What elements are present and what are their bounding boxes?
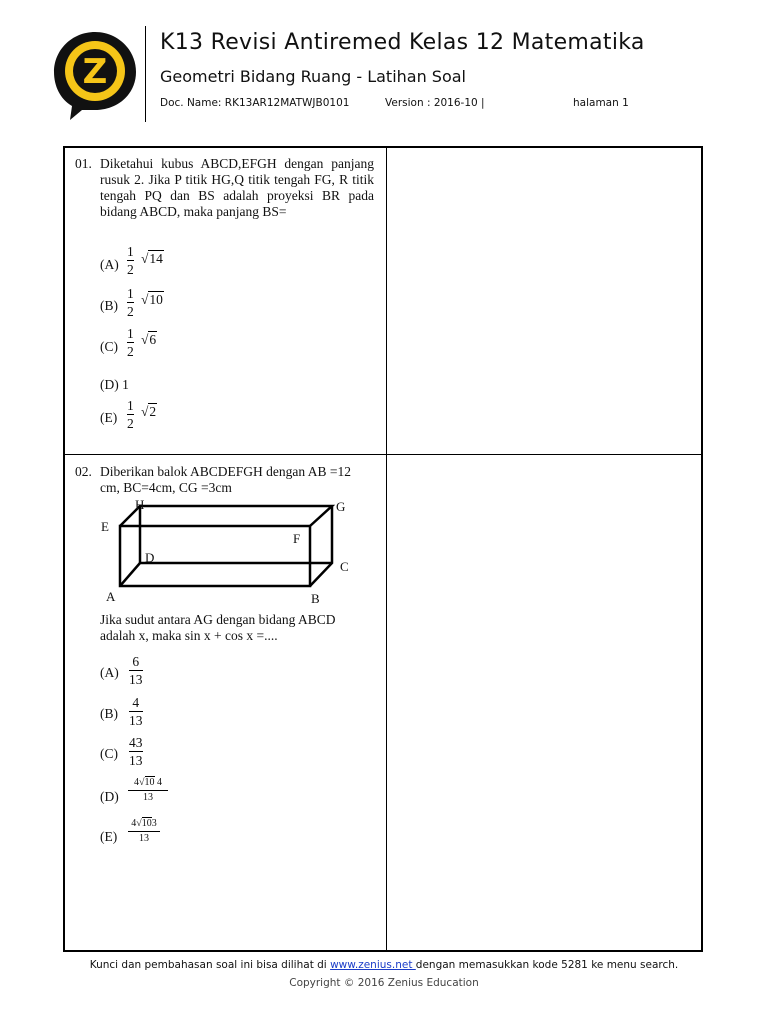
zenius-logo — [52, 30, 138, 122]
square-root: √14 — [141, 251, 163, 266]
question-1 — [75, 156, 374, 220]
question-2 — [75, 464, 374, 496]
fraction: 43 13 — [129, 735, 143, 768]
fraction: 6 13 — [129, 654, 143, 687]
fraction: 1 2 — [127, 286, 134, 319]
vertex-label-a: A — [106, 589, 116, 604]
question-text: Diberikan balok ABCDEFGH dengan AB =12 cm, BC=4cm, CG =3cm — [100, 464, 351, 495]
doc-name: Doc. Name: RK13AR12MATWJB0101 — [160, 97, 350, 109]
page-number: halaman 1 — [573, 97, 629, 109]
header-divider — [145, 26, 146, 122]
square-root: √6 — [141, 332, 157, 347]
fraction: 4√103 13 — [128, 818, 160, 845]
grid-horizontal-divider — [65, 454, 701, 455]
vertex-label-b: B — [311, 591, 320, 606]
fraction: 4 13 — [129, 695, 143, 728]
vertex-label-h: H — [135, 497, 145, 512]
cuboid-figure — [115, 500, 345, 590]
question-number: 02. — [75, 464, 92, 479]
doc-version: Version : 2016-10 | — [385, 97, 485, 109]
document-subtitle: Geometri Bidang Ruang - Latihan Soal — [160, 67, 466, 86]
question-number: 01. — [75, 156, 92, 171]
vertex-label-e: E — [101, 519, 109, 534]
fraction: 1 2 — [127, 326, 134, 359]
vertex-label-g: G — [336, 499, 346, 514]
footer-note: Kunci dan pembahasan soal ini bisa dilihat di www.zenius.net dengan memasukkan kode 5281 ke menu search. — [89, 959, 679, 971]
question-text: Diketahui kubus ABCD,EFGH dengan panjang rusuk 2. Jika P titik HG,Q titik tengah FG, R titik tengah PQ dan BS adalah proyeksi BR pada bidang ABCD, maka panjang BS= — [100, 156, 374, 219]
square-root: √2 — [141, 404, 157, 419]
vertex-label-f: F — [293, 531, 301, 546]
logo-letter: Z — [82, 52, 108, 92]
document-title: K13 Revisi Antiremed Kelas 12 Matematika — [160, 30, 645, 55]
fraction: 4√10 4 13 — [128, 777, 168, 804]
grid-vertical-divider — [386, 148, 387, 950]
fraction: 1 2 — [127, 244, 134, 277]
fraction: 1 2 — [127, 398, 134, 431]
square-root: √10 — [141, 292, 163, 307]
question-2-continuation: Jika sudut antara AG dengan bidang ABCD adalah x, maka sin x + cos x =.... — [100, 612, 336, 643]
vertex-label-d: D — [145, 550, 155, 565]
vertex-label-c: C — [340, 559, 349, 574]
zenius-link[interactable]: www.zenius.net — [330, 959, 416, 971]
question-grid: 01. Diketahui kubus ABCD,EFGH dengan panjang rusuk 2. Jika P titik HG,Q titik tengah FG, R titik tengah PQ dan BS adalah proyeksi BR pada bidang ABCD, maka panjang BS= (A) 1 2 √14 (B) 1 2 √10 (C) 1 2 √6 (D) 1 (E) 1 2 √2 02. Diberikan balok ABCDEFGH dengan AB =12 cm, BC=4cm, CG =3cm E H G F D C A B Jika sudut antara AG dengan bidang ABCD adalah x, maka sin x + cos x =.... (A) 6 13 (B) 4 13 (C) 43 13 (D) 4√10 4 13 (E) 4√103 13 — [63, 146, 703, 952]
copyright: Copyright © 2016 Zenius Education — [289, 977, 479, 989]
